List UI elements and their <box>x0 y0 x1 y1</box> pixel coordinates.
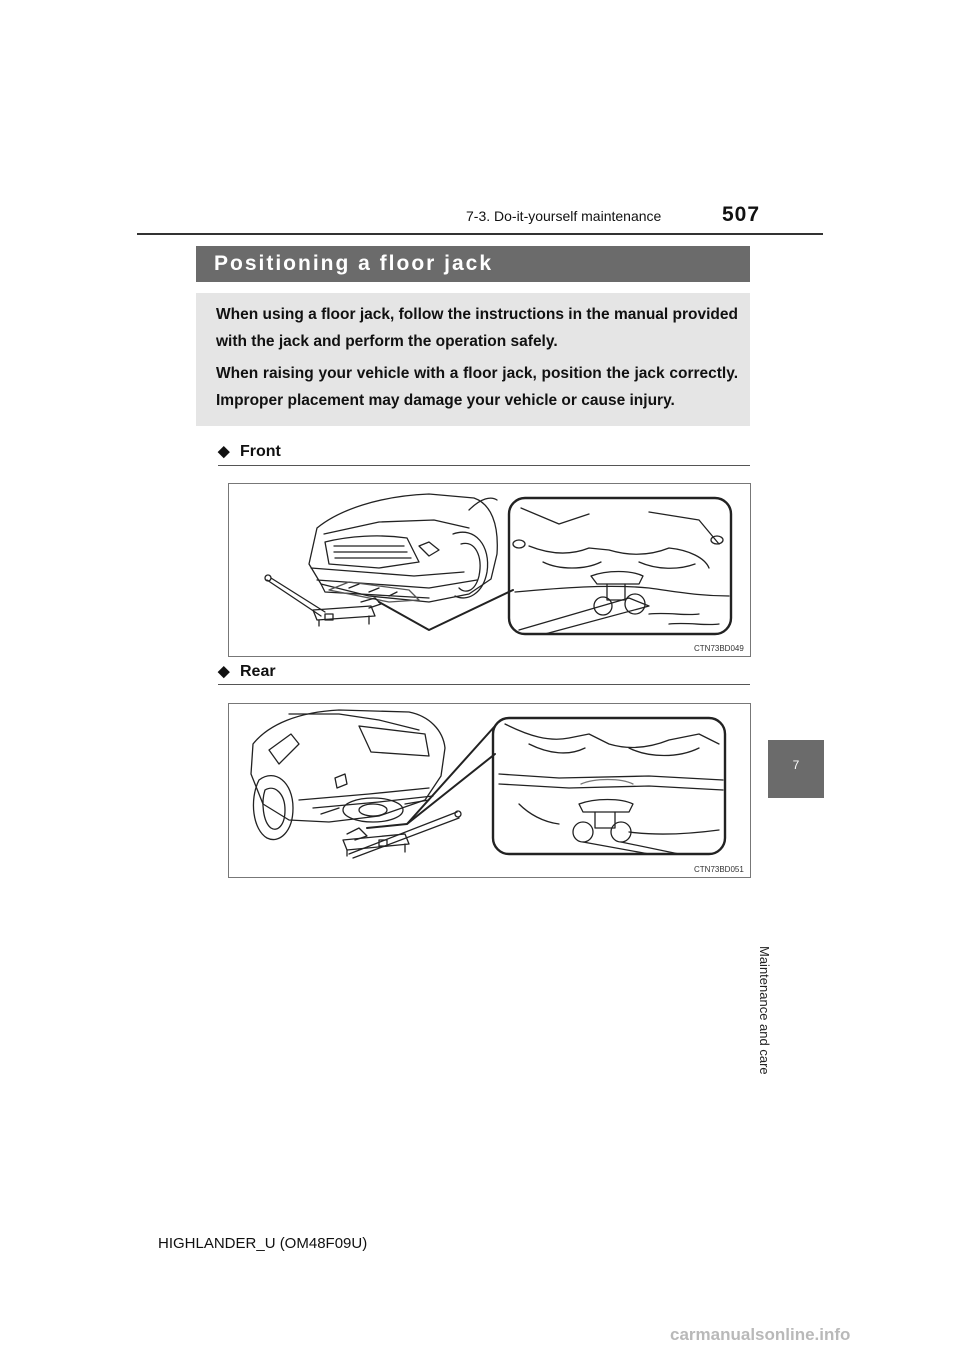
rear-heading-label: Rear <box>240 663 276 680</box>
header-rule <box>137 233 823 235</box>
page-number: 507 <box>722 203 761 226</box>
front-heading <box>218 442 281 461</box>
front-heading-label: Front <box>240 443 281 460</box>
front-figure-code: CTN73BD049 <box>694 644 744 653</box>
front-figure <box>228 483 751 657</box>
diamond-icon: ◆ <box>218 443 230 460</box>
chapter-tab[interactable] <box>768 740 824 798</box>
footer-model: HIGHLANDER_U (OM48F09U) <box>158 1235 368 1252</box>
rear-figure-code: CTN73BD051 <box>694 865 744 874</box>
page-title: Positioning a floor jack <box>214 252 494 275</box>
front-rule <box>218 465 750 466</box>
chapter-number: 7 <box>792 758 800 772</box>
intro-box <box>196 293 750 426</box>
rear-figure <box>228 703 751 878</box>
title-bar <box>196 246 750 282</box>
rear-illustration <box>229 704 750 877</box>
intro-paragraph-2: When raising your vehicle with a floor jack, position the jack correctly. Improper placement may damage your vehicle or cause injury. <box>216 365 738 409</box>
watermark: carmanualsonline.info <box>670 1325 851 1344</box>
front-illustration <box>229 484 750 656</box>
section-title: 7-3. Do-it-yourself maintenance <box>466 208 662 224</box>
intro-paragraph-1: When using a floor jack, follow the instructions in the manual provided with the jack and perform the operation safely. <box>216 306 738 350</box>
diamond-icon: ◆ <box>218 663 230 680</box>
chapter-title: Maintenance and care <box>757 946 772 1075</box>
rear-rule <box>218 684 750 685</box>
rear-heading <box>218 662 276 681</box>
